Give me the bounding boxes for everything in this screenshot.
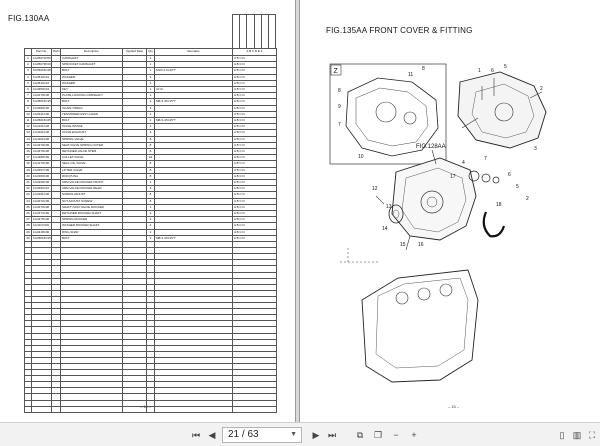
row-part-no: 1G3341C00 (32, 111, 52, 117)
row-models: A B C D (233, 74, 277, 80)
row-description: WASHER (61, 80, 123, 86)
table-row (25, 68, 277, 74)
row-no: 20 (26, 173, 30, 178)
row-part-no: 1G3373C00 (32, 204, 52, 210)
row-models: A B C D (233, 124, 277, 130)
row-no: 7 (25, 93, 32, 99)
row-part-no: 1G4101C30 (32, 130, 52, 136)
row-no: 8 (25, 99, 32, 105)
col-header-description: Description (61, 49, 123, 56)
table-row (25, 124, 277, 130)
row-description: WASHER,ROCKER SHAFT (61, 223, 123, 229)
row-description: PLATE,LOCKING,CAMSHAFT (61, 93, 123, 99)
row-qty: 3 (147, 235, 155, 241)
row-description: SHAFT ASSY,VALVE ROCKER (61, 204, 123, 210)
row-models: A B C D (233, 229, 277, 235)
table-header-row (25, 49, 277, 56)
row-qty: 16 (147, 155, 155, 161)
row-no: 18 (26, 161, 30, 166)
callout-number: 7 (484, 156, 487, 162)
engine-block (362, 270, 478, 382)
row-qty: 8 (147, 192, 155, 198)
row-qty: 8 (147, 142, 155, 148)
table-row (25, 211, 277, 217)
row-part-no: 1G35015C25 (33, 118, 51, 123)
callout-number: 10 (358, 154, 364, 160)
row-remarks: M8×1.25×15°T (155, 99, 233, 105)
table-row (25, 62, 277, 68)
row-description: VALVE,INTAKE (61, 124, 123, 130)
row-qty: 1 (147, 56, 155, 62)
ref-label-fig128: FIG.128AA (416, 144, 446, 150)
vertical-header-columns (232, 14, 276, 48)
callout-number: 6 (508, 172, 511, 178)
fig-title-right: FIG.135AA FRONT COVER & FITTING (326, 26, 473, 35)
row-no: 3 (25, 68, 32, 74)
row-description: KEY (61, 87, 123, 93)
row-part-no: 1G3390C10 (32, 186, 52, 192)
row-description: RETAINER,ROCKER SHAFT (61, 211, 123, 217)
callout-number: 2 (540, 86, 543, 92)
table-row (25, 180, 277, 186)
table-row (25, 186, 277, 192)
callout-number: 14 (382, 226, 388, 232)
callout-number: 5 (504, 64, 507, 70)
row-qty: 8 (147, 198, 155, 204)
table-row (25, 149, 277, 155)
row-part-no: 1G35015C25 (33, 235, 51, 240)
callout-number: 2 (526, 196, 529, 202)
row-qty: 2 (147, 223, 155, 229)
callout-number: 4 (462, 160, 465, 166)
first-page-icon[interactable]: ⏮ (191, 430, 201, 440)
table-row (25, 229, 277, 235)
row-qty: 1 (147, 93, 155, 99)
table-row (25, 99, 277, 105)
row-models: A B C D (233, 87, 277, 93)
row-description: BOLT (61, 68, 123, 74)
row-no: 14 (26, 136, 30, 141)
table-row (25, 217, 277, 223)
left-page (0, 0, 296, 422)
empty-cell (155, 406, 233, 412)
table-row (25, 142, 277, 148)
callout-number: 6 (491, 68, 494, 74)
row-remarks: M10×1.5×40°T (155, 68, 233, 74)
table-row (25, 80, 277, 86)
row-part-no: 1G3510C10 (32, 80, 52, 86)
row-models: A B C D (233, 155, 277, 161)
row-models: A B C D (233, 62, 277, 68)
row-description: LIFTER,VALVE (61, 167, 123, 173)
row-remarks: M8×1.25×25°T (155, 235, 233, 241)
row-models: A B C D (233, 180, 277, 186)
row-models: A B C D (233, 99, 277, 105)
row-models: A B C D (233, 80, 277, 86)
row-part-no: 1G3270C30 (32, 93, 52, 99)
row-description: SEAL,OIL,VALVE (61, 161, 123, 167)
row-models: A B C D (233, 167, 277, 173)
row-description: TENSIONER ASSY,CHAIN (61, 111, 123, 117)
empty-cell (25, 406, 32, 412)
row-no: 30 (26, 235, 30, 240)
row-part-no: 1G3380C30 (32, 105, 52, 111)
timing-cover (392, 158, 476, 240)
callout-number: 17 (450, 174, 456, 180)
row-part-no: 1G4350C10 (32, 87, 52, 93)
row-models: A B C D (233, 186, 277, 192)
row-qty: 1 (147, 74, 155, 80)
row-part-no: 1G4101C20 (32, 124, 52, 130)
row-no: 5 (25, 80, 32, 86)
row-no: 13 (26, 130, 30, 135)
table-row (25, 93, 277, 99)
chevron-down-icon[interactable]: ▼ (290, 431, 297, 438)
exploded-diagram (300, 0, 600, 422)
table-row (25, 198, 277, 204)
table-row (25, 56, 277, 62)
row-qty: 1 (147, 105, 155, 111)
callout-number: 5 (516, 184, 519, 190)
callout-number: 15 (400, 242, 406, 248)
row-models: A B C D (233, 130, 277, 136)
row-no: 22 (26, 186, 30, 191)
row-part-no: 1G4170C00 (32, 161, 52, 167)
row-no: 24 (26, 198, 30, 203)
row-description: WASHER (61, 74, 123, 80)
table-row (25, 87, 277, 93)
page-number-right: – 15 – (448, 404, 460, 409)
row-description: SPRING,VALVE (61, 136, 123, 142)
row-qty: 2 (147, 229, 155, 235)
col-header-qty: Qty (147, 49, 155, 56)
empty-cell (32, 406, 52, 412)
row-no: 19 (26, 167, 30, 172)
row-description: SCREW,ADJUST (61, 192, 123, 198)
row-description: SPRING,ROCKER (61, 217, 123, 223)
row-part-no: 1G4380C00 (32, 155, 52, 161)
callout-number: 8 (422, 66, 425, 72)
row-qty: 1 (147, 204, 155, 210)
row-qty: 2 (147, 99, 155, 105)
row-no: 16 (26, 149, 30, 154)
callout-number: 3 (534, 146, 537, 152)
row-models: A B C D (233, 68, 277, 74)
page-number-left: – 14 – (140, 404, 152, 409)
table-row (25, 167, 277, 173)
page-number-input[interactable] (222, 427, 302, 443)
row-part-no: 1G4117C00 (32, 223, 52, 229)
row-part-no: 1G3418C00 (32, 229, 52, 235)
row-no: 28 (26, 223, 30, 228)
row-qty: 4 (147, 124, 155, 130)
row-models: A B C D (233, 223, 277, 229)
row-no: 26 (26, 211, 30, 216)
fullscreen-icon[interactable]: ⛶ (588, 430, 596, 440)
callout-number: 7 (338, 122, 341, 128)
row-no: 6 (25, 87, 32, 93)
row-no: 1 (25, 56, 32, 62)
row-models: A B C D (233, 211, 277, 217)
row-no: 2 (25, 62, 32, 68)
row-qty: 2 (147, 118, 155, 124)
row-part-no: 1G35071P00 (33, 56, 51, 60)
row-qty: 2 (147, 211, 155, 217)
col-header-applied: Applied Date (123, 49, 147, 56)
row-models: A B C D (233, 217, 277, 223)
last-page-icon[interactable]: ⏭ (327, 430, 337, 440)
row-part-no: 1G3510C10 (32, 74, 52, 80)
row-description: BOLT (61, 99, 123, 105)
row-models: A B C D (233, 142, 277, 148)
col-header-dwin: Dwin (52, 49, 61, 56)
row-models: A B C D (233, 105, 277, 111)
callout-number: 18 (496, 202, 502, 208)
row-part-no: 1G3391C00 (32, 192, 52, 198)
row-qty: 1 (147, 62, 155, 68)
callout-number: 1 (478, 68, 481, 74)
callout-number: 16 (418, 242, 424, 248)
callout-number: 8 (338, 88, 341, 94)
col-header-no (25, 49, 32, 56)
row-description: BOLT (61, 118, 123, 124)
row-no: 21 (26, 180, 30, 185)
callout-number: 13 (386, 204, 392, 210)
row-models: A B C D (233, 93, 277, 99)
table-row (25, 105, 277, 111)
row-qty: 8 (147, 173, 155, 179)
inset-gasket-inner (356, 88, 428, 146)
row-models: A B C D (233, 198, 277, 204)
row-part-no: 1G35015C40 (33, 68, 51, 73)
row-qty: 2 (147, 217, 155, 223)
table-row (25, 204, 277, 210)
row-models: A B C D (233, 235, 277, 241)
next-page-icon[interactable]: ▶ (312, 430, 320, 440)
row-part-no: 1G4370C00 (32, 142, 52, 148)
zoom-in-icon[interactable]: + (411, 430, 417, 440)
row-no: 29 (26, 229, 30, 234)
row-no: 4 (25, 74, 32, 80)
col-header-models: A B C D E F (233, 49, 277, 56)
row-part-no: 1G3372C00 (32, 198, 52, 204)
table-row (25, 192, 277, 198)
row-description: CHAIN,TIMING (61, 105, 123, 111)
table-row (25, 173, 277, 179)
empty-cell (52, 406, 61, 412)
row-qty: 8 (147, 149, 155, 155)
row-models: A B C D (233, 173, 277, 179)
row-qty: 1 (147, 111, 155, 117)
row-no: 11 (26, 118, 30, 123)
row-qty: 1 (147, 87, 155, 93)
row-no: 17 (26, 155, 30, 160)
row-models: A B C D (233, 161, 277, 167)
row-description: VALVE,EXHAUST (61, 130, 123, 136)
row-qty: 8 (147, 161, 155, 167)
prev-page-icon[interactable]: ◀ (208, 430, 216, 440)
table-row (25, 118, 277, 124)
row-models: A B C D (233, 118, 277, 124)
row-qty: 4 (147, 130, 155, 136)
hose (484, 212, 504, 236)
row-no: 10 (26, 111, 30, 116)
row-description: COLLET,VALVE (61, 155, 123, 161)
row-models: A B C D (233, 149, 277, 155)
row-no: 25 (26, 204, 30, 209)
row-part-no: 1G4370C00 (32, 149, 52, 155)
rotate-icon[interactable]: ⧉ (356, 430, 364, 440)
row-description: SPROCKET,CAMSHAFT (61, 62, 123, 68)
page-indicator: 21 / 63 (228, 429, 259, 440)
row-models: A B C D (233, 204, 277, 210)
callout-number: 9 (338, 104, 341, 110)
row-qty: 8 (147, 136, 155, 142)
table-row (25, 111, 277, 117)
row-description: ARM,VALVE ROCKER,FRONT (61, 180, 123, 186)
row-part-no: 1G3357C00 (32, 167, 52, 173)
inset-label: Z (333, 68, 338, 75)
row-description: BOLT (61, 235, 123, 241)
row-remarks: 4××6 (155, 87, 233, 93)
row-no: 15 (26, 142, 30, 147)
row-models: A B C D (233, 56, 277, 62)
row-qty: 4 (147, 186, 155, 192)
row-no: 9 (25, 105, 32, 111)
row-description: ARM,VALVE ROCKER,REAR (61, 186, 123, 192)
table-row (25, 161, 277, 167)
viewer-toolbar (0, 422, 600, 446)
table-row (25, 155, 277, 161)
row-description: NUT,ADJUST SCREW (61, 198, 123, 204)
row-part-no: 1G3390C00 (32, 180, 52, 186)
row-qty: 4 (147, 180, 155, 186)
row-description: SEAT,VALVE SPRING,OUTER (61, 142, 123, 148)
table-row (25, 74, 277, 80)
table-row (25, 136, 277, 142)
row-no: 12 (26, 124, 30, 129)
row-qty: 1 (147, 80, 155, 86)
row-qty: 8 (147, 167, 155, 173)
row-models: A B C D (233, 111, 277, 117)
row-part-no: 1G3374C00 (32, 211, 52, 217)
callout-number: 12 (372, 186, 378, 192)
row-qty: 1 (147, 68, 155, 74)
fig-title-left: FIG.130AA (8, 14, 50, 23)
row-part-no: 1G35015C15 (33, 99, 51, 104)
front-cover-rear (458, 72, 546, 148)
col-header-part: Part No. (32, 49, 52, 56)
row-no: 27 (26, 217, 30, 222)
row-part-no: 1G35073P20 (33, 62, 51, 67)
table-row (25, 223, 277, 229)
row-description: RING,SNAP (61, 229, 123, 235)
row-description: RETAINER,VALVE STEM (61, 149, 123, 155)
row-models: A B C D (233, 192, 277, 198)
table-row (25, 235, 277, 241)
two-page-icon[interactable]: ❐ (373, 430, 383, 440)
row-part-no: 1G3375C00 (32, 217, 52, 223)
empty-cell (233, 406, 277, 412)
right-page (299, 0, 600, 422)
col-header-remarks: Remarks (155, 49, 233, 56)
row-part-no: 1G3360C00 (32, 173, 52, 179)
row-remarks: M8×1.25×25°T (155, 118, 233, 124)
row-description: ROD,PUSH (61, 173, 123, 179)
zoom-out-icon[interactable]: − (393, 430, 399, 440)
double-page-view-icon[interactable]: ▥ (572, 430, 582, 440)
table-row (25, 130, 277, 136)
single-page-view-icon[interactable]: ▯ (559, 430, 565, 440)
row-part-no: 1G4101C00 (32, 136, 52, 142)
parts-table (24, 48, 277, 413)
empty-cell (61, 406, 123, 412)
row-models: A B C D (233, 136, 277, 142)
row-no: 23 (26, 192, 30, 197)
row-description: CAMSHAFT (61, 56, 123, 62)
callout-number: 11 (408, 72, 414, 78)
